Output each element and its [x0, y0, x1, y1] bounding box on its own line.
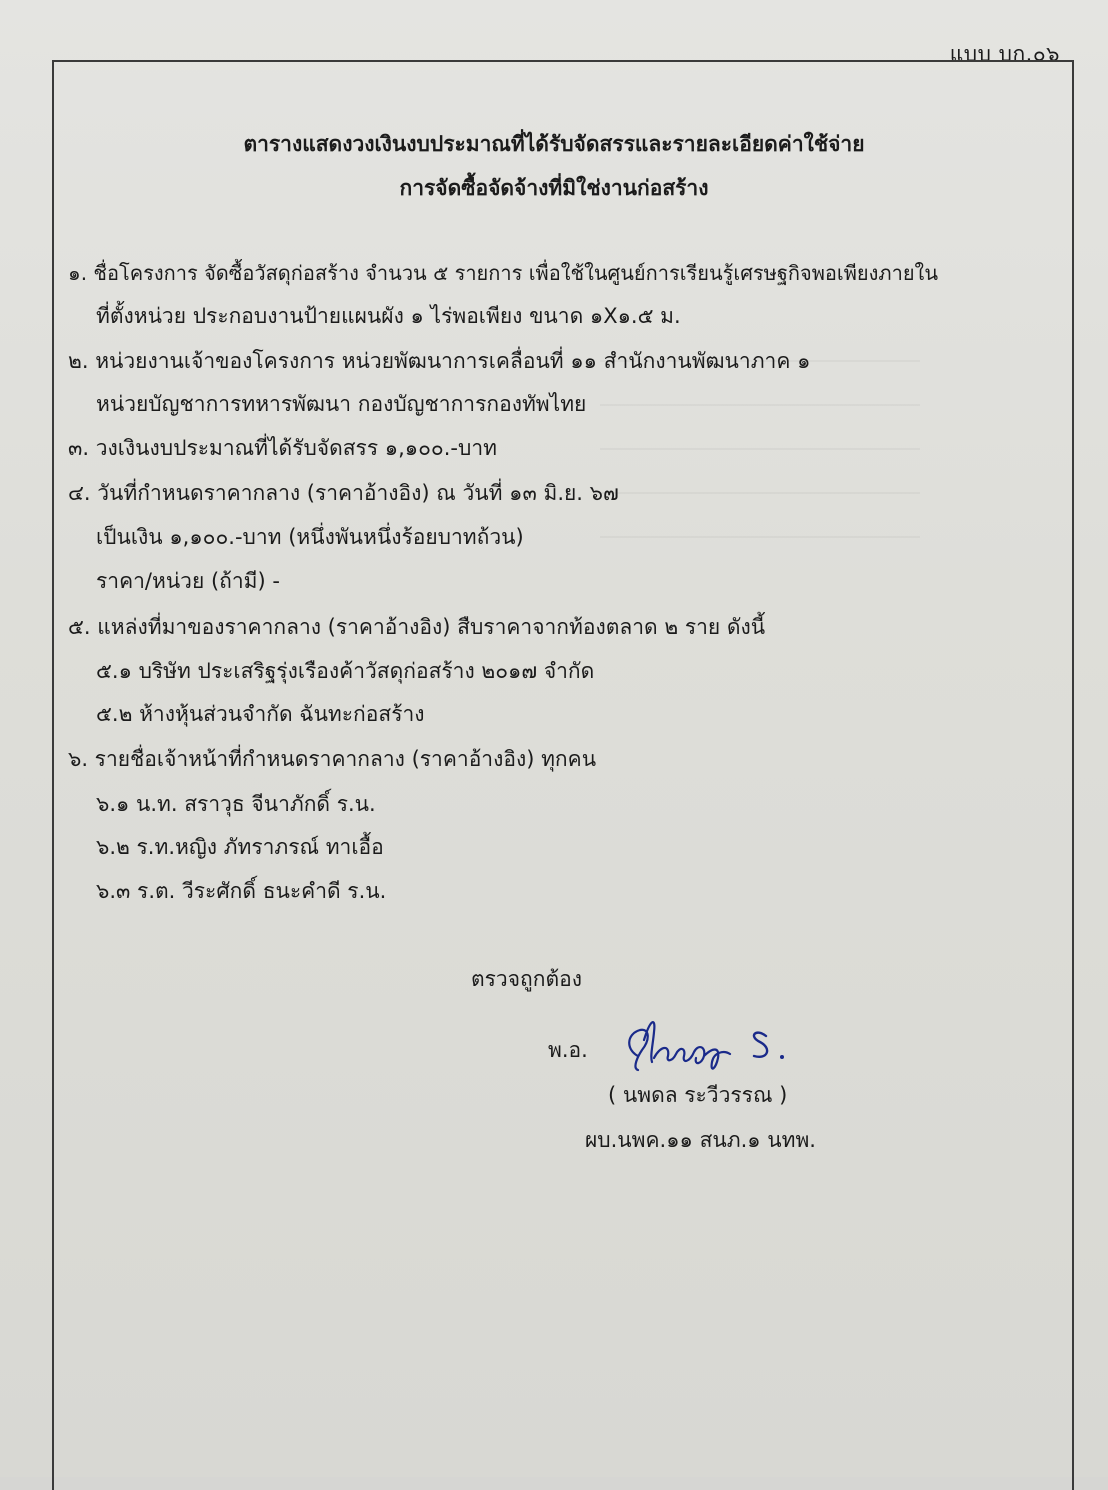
item-4-amount: เป็นเงิน ๑,๑๐๐.-บาท (หนึ่งพันหนึ่งร้อยบาทถ้วน) — [96, 525, 524, 549]
verification-label: ตรวจถูกต้อง — [471, 967, 582, 991]
item-5-price-source: ๕. แหล่งที่มาของราคากลาง (ราคาอ้างอิง) สืบราคาจากท้องตลาด ๒ ราย ดังนี้ — [68, 615, 766, 639]
item-3-budget: ๓. วงเงินงบประมาณที่ได้รับจัดสรร ๑,๑๐๐.-บาท — [68, 436, 497, 460]
signer-name: ( นพดล ระวีวรรณ ) — [608, 1083, 788, 1107]
signer-position: ผบ.นพค.๑๑ สนภ.๑ นทพ. — [585, 1128, 816, 1152]
handwritten-signature — [620, 1010, 810, 1080]
signer-rank: พ.อ. — [548, 1038, 588, 1062]
item-5-1-vendor: ๕.๑ บริษัท ประเสริฐรุ่งเรืองค้าวัสดุก่อสร้าง ๒๐๑๗ จำกัด — [96, 659, 595, 683]
item-6-2-official: ๖.๒ ร.ท.หญิง ภัทราภรณ์ ทาเอื้อ — [96, 835, 384, 859]
item-6-officials: ๖. รายชื่อเจ้าหน้าที่กำหนดราคากลาง (ราคาอ้างอิง) ทุกคน — [68, 747, 597, 771]
item-6-1-official: ๖.๑ น.ท. สราวุธ จีนาภักดิ์ ร.น. — [96, 792, 376, 816]
document-title-line-1: ตารางแสดงวงเงินงบประมาณที่ได้รับจัดสรรและรายละเอียดค่าใช้จ่าย — [243, 132, 865, 156]
item-6-3-official: ๖.๓ ร.ต. วีระศักดิ์ ธนะคำดี ร.น. — [96, 879, 387, 903]
item-4-reference-date: ๔. วันที่กำหนดราคากลาง (ราคาอ้างอิง) ณ วันที่ ๑๓ มิ.ย. ๖๗ — [68, 481, 619, 505]
item-4-unit-price: ราคา/หน่วย (ถ้ามี) - — [96, 569, 280, 593]
item-1-project-name: ๑. ชื่อโครงการ จัดซื้อวัสดุก่อสร้าง จำนวน ๕ รายการ เพื่อใช้ในศูนย์การเรียนรู้เศรษฐกิจพอเพียงภายใน — [68, 261, 938, 285]
document-title-line-2: การจัดซื้อจัดจ้างที่มิใช่งานก่อสร้าง — [399, 176, 709, 200]
item-2-owner-command: หน่วยบัญชาการทหารพัฒนา กองบัญชาการกองทัพไทย — [96, 392, 587, 416]
item-2-owner-unit: ๒. หน่วยงานเจ้าของโครงการ หน่วยพัฒนาการเคลื่อนที่ ๑๑ สำนักงานพัฒนาภาค ๑ — [68, 349, 811, 373]
item-5-2-vendor: ๕.๒ ห้างหุ้นส่วนจำกัด ฉันทะก่อสร้าง — [96, 702, 425, 726]
form-code: แบบ บก.๐๖ — [949, 42, 1060, 66]
item-1-project-detail: ที่ตั้งหน่วย ประกอบงานป้ายแผนผัง ๑ ไร่พอเพียง ขนาด ๑X๑.๕ ม. — [96, 304, 681, 328]
